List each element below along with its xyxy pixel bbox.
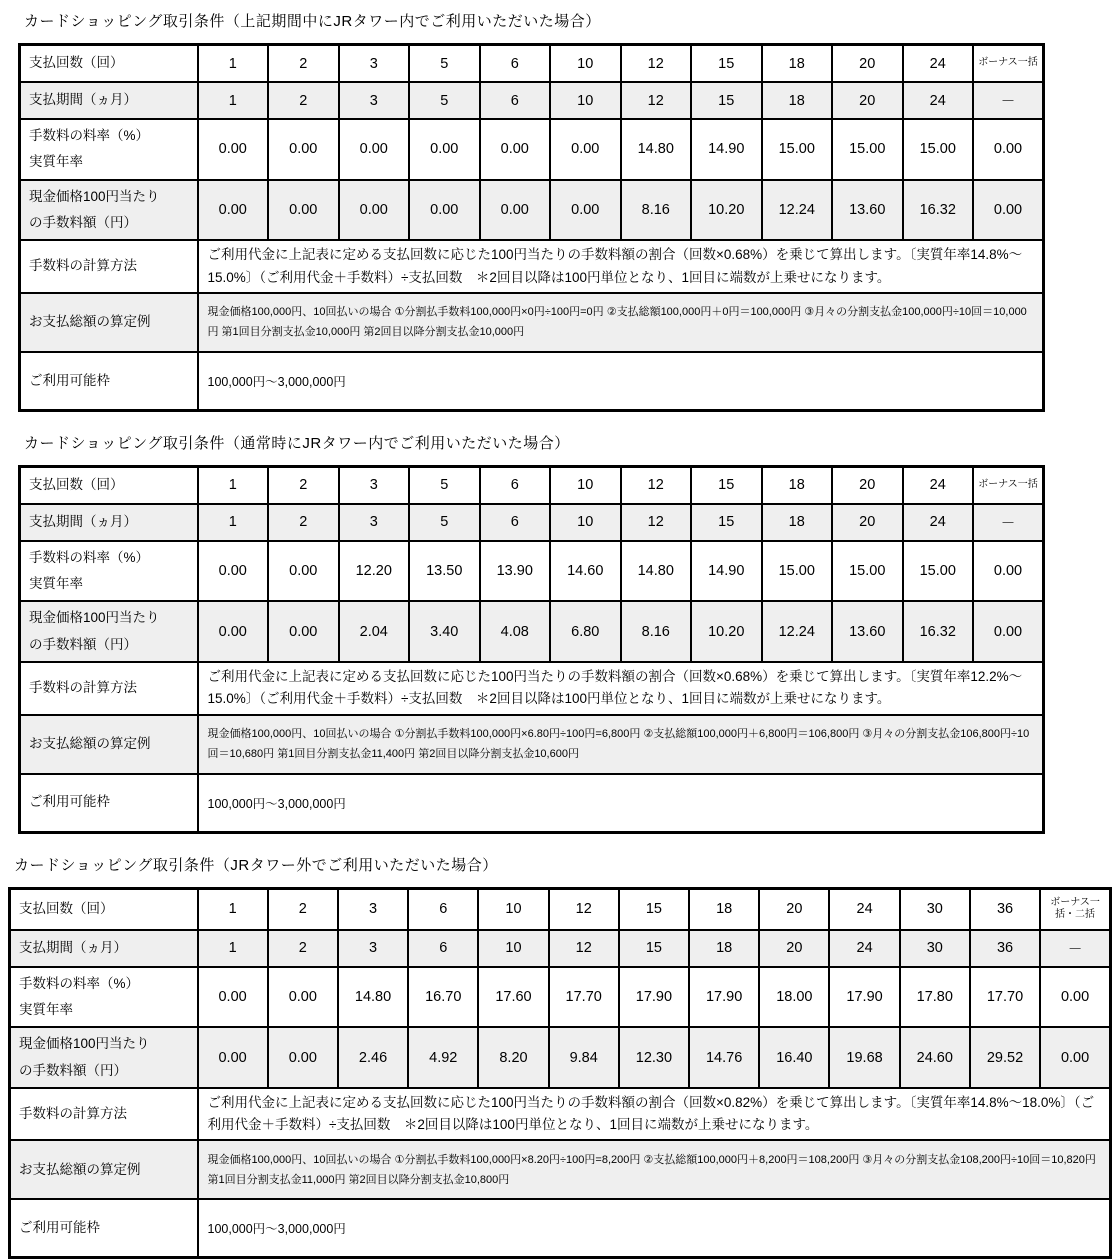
- value-cell: 17.80: [900, 967, 970, 1028]
- value-cell: 0.00: [1040, 967, 1110, 1028]
- value-cell: 0.00: [198, 601, 269, 662]
- row-label: [10, 888, 198, 930]
- value-cell: 0.00: [973, 541, 1044, 602]
- value-cell: 24: [903, 504, 974, 541]
- payment-example-row-text: 現金価格100,000円、10回払いの場合 ①分割払手数料100,000円×8.20円÷100円=8,200円 ②支払総額100,000円＋8,200円＝108,200円 ③月々の分割支払金108,200円÷10回＝10,820円 第1回目分割支払金11,000円 第2回目以降分割支払金10,800円: [198, 1140, 1111, 1199]
- value-cell: 0.00: [550, 180, 621, 241]
- value-cell: 2: [268, 930, 338, 967]
- payment-period-row: [20, 504, 1044, 541]
- row-label-line: 支払期間（ヵ月）: [29, 514, 137, 530]
- value-cell: 10.20: [691, 180, 762, 241]
- value-cell: 18: [762, 504, 833, 541]
- fee-rate-row: [20, 119, 1044, 180]
- value-cell: 0.00: [268, 1027, 338, 1088]
- value-cell: 15: [691, 82, 762, 119]
- row-label: [20, 601, 198, 662]
- value-cell: 17.70: [970, 967, 1040, 1028]
- table-section-jr-tower-campaign: [18, 10, 1120, 412]
- row-label: [20, 180, 198, 241]
- row-label: [20, 352, 198, 411]
- value-cell: 2: [268, 888, 338, 930]
- value-cell: 14.80: [621, 119, 692, 180]
- value-cell: 1: [198, 45, 269, 83]
- value-cell: 5: [409, 466, 480, 504]
- value-cell: 14.76: [689, 1027, 759, 1088]
- row-label-line: の手数料額（円）: [29, 214, 137, 230]
- row-label-line: 支払期間（ヵ月）: [29, 92, 137, 108]
- value-cell: 0.00: [480, 180, 551, 241]
- value-cell: 18.00: [759, 967, 829, 1028]
- payment-count-row: [10, 888, 1111, 930]
- payment-period-row: [10, 930, 1111, 967]
- value-cell: 6: [408, 930, 478, 967]
- value-cell: 18: [762, 82, 833, 119]
- value-cell: 14.90: [691, 119, 762, 180]
- payment-example-row: [20, 293, 1044, 352]
- value-cell: 20: [832, 466, 903, 504]
- row-label-line: 手数料の計算方法: [29, 680, 137, 696]
- value-cell: 18: [689, 888, 759, 930]
- value-cell: 14.80: [621, 541, 692, 602]
- row-label-line: 実質年率: [29, 576, 83, 592]
- value-cell: 12: [621, 466, 692, 504]
- row-label: [10, 1199, 198, 1258]
- row-label: [20, 82, 198, 119]
- value-cell: 15.00: [903, 119, 974, 180]
- value-cell: 0.00: [409, 180, 480, 241]
- value-cell: 1: [198, 888, 268, 930]
- value-cell: 15.00: [832, 119, 903, 180]
- value-cell: 24: [903, 45, 974, 83]
- value-cell: 12: [621, 504, 692, 541]
- value-cell: 12: [549, 888, 619, 930]
- value-cell: 14.60: [550, 541, 621, 602]
- conditions-table: [18, 465, 1045, 834]
- value-cell: 1: [198, 504, 269, 541]
- value-cell: 15.00: [762, 541, 833, 602]
- value-cell: 0.00: [973, 601, 1044, 662]
- value-cell: 0.00: [268, 119, 339, 180]
- value-cell: 10: [478, 888, 548, 930]
- value-cell: 0.00: [198, 180, 269, 241]
- value-cell: 24: [829, 888, 899, 930]
- fee-amount-row: [20, 601, 1044, 662]
- value-cell: 1: [198, 466, 269, 504]
- row-label-line: 実質年率: [19, 1001, 73, 1017]
- row-label-line: 手数料の計算方法: [19, 1105, 127, 1121]
- value-cell: 30: [900, 888, 970, 930]
- payment-count-row: [20, 45, 1044, 83]
- credit-limit-row-text: 100,000円～3,000,000円: [198, 774, 1044, 833]
- conditions-table: [8, 887, 1112, 1259]
- value-cell: 29.52: [970, 1027, 1040, 1088]
- value-cell: 12.24: [762, 180, 833, 241]
- row-label-line: ご利用可能枠: [29, 372, 110, 388]
- value-cell: 12: [621, 82, 692, 119]
- value-cell: 12.24: [762, 601, 833, 662]
- value-cell: 17.90: [619, 967, 689, 1028]
- value-cell: 12.30: [619, 1027, 689, 1088]
- value-cell: 2: [268, 82, 339, 119]
- row-label: [10, 930, 198, 967]
- value-cell: 0.00: [973, 180, 1044, 241]
- value-cell: 0.00: [198, 1027, 268, 1088]
- value-cell: 30: [900, 930, 970, 967]
- value-cell: 0.00: [339, 119, 410, 180]
- value-cell: 8.16: [621, 180, 692, 241]
- value-cell: 16.70: [408, 967, 478, 1028]
- payment-count-row: [20, 466, 1044, 504]
- value-cell: 24: [903, 466, 974, 504]
- row-label: [10, 967, 198, 1028]
- fee-amount-row: [20, 180, 1044, 241]
- value-cell: 13.90: [480, 541, 551, 602]
- value-cell: 18: [762, 45, 833, 83]
- value-cell: 5: [409, 82, 480, 119]
- calc-method-row-text: ご利用代金に上記表に定める支払回数に応じた100円当たりの手数料額の割合（回数×0.68%）を乗じて算出します。〔実質年率14.8%～15.0%〕（ご利用代金＋手数料）÷支払回数 ＊2回目以降は100円単位となり、1回目に端数が上乗せになります。: [198, 240, 1044, 293]
- value-cell: －: [973, 82, 1044, 119]
- value-cell: 3.40: [409, 601, 480, 662]
- row-label-line: 実質年率: [29, 154, 83, 170]
- value-cell: 3: [339, 82, 410, 119]
- payment-example-row: [20, 715, 1044, 774]
- row-label-line: 支払回数（回）: [29, 477, 124, 493]
- value-cell: 0.00: [198, 119, 269, 180]
- value-cell: ボーナス一括: [973, 466, 1044, 504]
- value-cell: 15: [691, 466, 762, 504]
- value-cell: 16.32: [903, 601, 974, 662]
- value-cell: 19.68: [829, 1027, 899, 1088]
- row-label-line: 手数料の料率（%）: [29, 128, 150, 143]
- value-cell: 10: [550, 504, 621, 541]
- payment-example-row-text: 現金価格100,000円、10回払いの場合 ①分割払手数料100,000円×6.80円÷100円=6,800円 ②支払総額100,000円＋6,800円＝106,800円 ③月々の分割支払金106,800円÷10回＝10,680円 第1回目分割支払金11,400円 第2回目以降分割支払金10,600円: [198, 715, 1044, 774]
- value-cell: 36: [970, 888, 1040, 930]
- row-label: [10, 1027, 198, 1088]
- value-cell: 3: [339, 466, 410, 504]
- value-cell: 12: [621, 45, 692, 83]
- row-label: [20, 466, 198, 504]
- row-label-line: 手数料の計算方法: [29, 258, 137, 274]
- value-cell: 24: [829, 930, 899, 967]
- value-cell: 13.60: [832, 601, 903, 662]
- row-label: [20, 715, 198, 774]
- value-cell: 10: [478, 930, 548, 967]
- value-cell: 10: [550, 82, 621, 119]
- value-cell: 0.00: [268, 967, 338, 1028]
- value-cell: 17.70: [549, 967, 619, 1028]
- value-cell: 1: [198, 930, 268, 967]
- value-cell: 20: [832, 45, 903, 83]
- value-cell: 20: [759, 930, 829, 967]
- row-label-line: の手数料額（円）: [19, 1062, 127, 1078]
- payment-example-row-text: 現金価格100,000円、10回払いの場合 ①分割払手数料100,000円×0円÷100円=0円 ②支払総額100,000円＋0円＝100,000円 ③月々の分割支払金100,000円÷10回＝10,000円 第1回目分割支払金10,000円 第2回目以降分割支払金10,000円: [198, 293, 1044, 352]
- fee-rate-row: [20, 541, 1044, 602]
- row-label-line: 支払回数（回）: [19, 900, 114, 916]
- value-cell: 10: [550, 466, 621, 504]
- value-cell: ボーナス一括・二括: [1040, 888, 1110, 930]
- value-cell: 6.80: [550, 601, 621, 662]
- payment-example-row: [10, 1140, 1111, 1199]
- row-label-line: 支払回数（回）: [29, 55, 124, 71]
- value-cell: 6: [480, 82, 551, 119]
- conditions-table: [18, 43, 1045, 412]
- table-title: カードショッピング取引条件（通常時にJRタワー内でご利用いただいた場合）: [24, 434, 570, 452]
- value-cell: 18: [762, 466, 833, 504]
- value-cell: 0.00: [268, 180, 339, 241]
- fee-rate-row: [10, 967, 1111, 1028]
- value-cell: 2: [268, 45, 339, 83]
- calc-method-row-text: ご利用代金に上記表に定める支払回数に応じた100円当たりの手数料額の割合（回数×0.82%）を乗じて算出します。〔実質年率14.8%～18.0%〕（ご利用代金＋手数料）÷支払回数 ＊2回目以降は100円単位となり、1回目に端数が上乗せになります。: [198, 1088, 1111, 1141]
- value-cell: 5: [409, 504, 480, 541]
- value-cell: 12.20: [339, 541, 410, 602]
- table-section-outside-jr-tower: [8, 854, 1120, 1259]
- value-cell: 15.00: [832, 541, 903, 602]
- value-cell: 20: [832, 504, 903, 541]
- value-cell: 15: [619, 888, 689, 930]
- value-cell: 15: [691, 504, 762, 541]
- value-cell: 24.60: [900, 1027, 970, 1088]
- value-cell: 17.60: [478, 967, 548, 1028]
- value-cell: 18: [689, 930, 759, 967]
- table-title: カードショッピング取引条件（JRタワー外でご利用いただいた場合）: [14, 856, 498, 874]
- credit-limit-row-text: 100,000円～3,000,000円: [198, 352, 1044, 411]
- value-cell: 13.50: [409, 541, 480, 602]
- value-cell: 2: [268, 466, 339, 504]
- value-cell: 4.92: [408, 1027, 478, 1088]
- value-cell: 9.84: [549, 1027, 619, 1088]
- value-cell: 16.32: [903, 180, 974, 241]
- calc-method-row: [20, 662, 1044, 715]
- calc-method-row: [10, 1088, 1111, 1141]
- value-cell: 36: [970, 930, 1040, 967]
- value-cell: 4.08: [480, 601, 551, 662]
- value-cell: 24: [903, 82, 974, 119]
- row-label-line: ご利用可能枠: [29, 794, 110, 810]
- credit-limit-row: [10, 1199, 1111, 1258]
- value-cell: 15.00: [903, 541, 974, 602]
- value-cell: 10.20: [691, 601, 762, 662]
- value-cell: 6: [480, 504, 551, 541]
- value-cell: 20: [832, 82, 903, 119]
- value-cell: 6: [480, 45, 551, 83]
- value-cell: 0.00: [550, 119, 621, 180]
- value-cell: 0.00: [480, 119, 551, 180]
- table-title: カードショッピング取引条件（上記期間中にJRタワー内でご利用いただいた場合）: [24, 13, 601, 30]
- value-cell: 0.00: [268, 601, 339, 662]
- credit-limit-row: [20, 774, 1044, 833]
- value-cell: 17.90: [829, 967, 899, 1028]
- row-label-line: お支払総額の算定例: [29, 314, 151, 330]
- table-section-jr-tower-normal: [18, 432, 1120, 834]
- value-cell: 5: [409, 45, 480, 83]
- calc-method-row: [20, 240, 1044, 293]
- row-label: [20, 504, 198, 541]
- row-label-line: 現金価格100円当たり: [29, 188, 160, 204]
- row-label: [20, 240, 198, 293]
- calc-method-row-text: ご利用代金に上記表に定める支払回数に応じた100円当たりの手数料額の割合（回数×0.68%）を乗じて算出します。〔実質年率12.2%～15.0%〕（ご利用代金＋手数料）÷支払回数 ＊2回目以降は100円単位となり、1回目に端数が上乗せになります。: [198, 662, 1044, 715]
- value-cell: 14.90: [691, 541, 762, 602]
- value-cell: 0.00: [973, 119, 1044, 180]
- value-cell: 2.46: [338, 1027, 408, 1088]
- value-cell: 12: [549, 930, 619, 967]
- value-cell: 0.00: [198, 541, 269, 602]
- row-label-line: お支払総額の算定例: [19, 1161, 141, 1177]
- value-cell: 14.80: [338, 967, 408, 1028]
- row-label: [20, 774, 198, 833]
- row-label: [20, 541, 198, 602]
- credit-limit-row-text: 100,000円～3,000,000円: [198, 1199, 1111, 1258]
- value-cell: －: [973, 504, 1044, 541]
- value-cell: 15: [619, 930, 689, 967]
- value-cell: 1: [198, 82, 269, 119]
- value-cell: 8.16: [621, 601, 692, 662]
- row-label: [10, 1140, 198, 1199]
- row-label-line: 現金価格100円当たり: [29, 610, 160, 626]
- payment-period-row: [20, 82, 1044, 119]
- value-cell: 17.90: [689, 967, 759, 1028]
- value-cell: 10: [550, 45, 621, 83]
- value-cell: 2: [268, 504, 339, 541]
- credit-limit-row: [20, 352, 1044, 411]
- row-label-line: 手数料の料率（%）: [19, 975, 140, 991]
- value-cell: －: [1040, 930, 1110, 967]
- value-cell: 0.00: [409, 119, 480, 180]
- row-label-line: 手数料の料率（%）: [29, 549, 150, 565]
- fee-amount-row: [10, 1027, 1111, 1088]
- row-label: [20, 119, 198, 180]
- value-cell: 20: [759, 888, 829, 930]
- value-cell: 0.00: [268, 541, 339, 602]
- value-cell: 0.00: [198, 967, 268, 1028]
- row-label: [20, 293, 198, 352]
- value-cell: 8.20: [478, 1027, 548, 1088]
- row-label: [20, 662, 198, 715]
- value-cell: 3: [339, 45, 410, 83]
- row-label: [10, 1088, 198, 1141]
- value-cell: 3: [338, 888, 408, 930]
- value-cell: 0.00: [339, 180, 410, 241]
- row-label: [20, 45, 198, 83]
- value-cell: 15: [691, 45, 762, 83]
- value-cell: 0.00: [1040, 1027, 1110, 1088]
- row-label-line: 支払期間（ヵ月）: [19, 939, 127, 955]
- value-cell: 6: [480, 466, 551, 504]
- row-label-line: ご利用可能枠: [19, 1220, 100, 1236]
- value-cell: 15.00: [762, 119, 833, 180]
- row-label-line: お支払総額の算定例: [29, 735, 151, 751]
- value-cell: 3: [339, 504, 410, 541]
- value-cell: ボーナス一括: [973, 45, 1044, 83]
- value-cell: 16.40: [759, 1027, 829, 1088]
- row-label-line: の手数料額（円）: [29, 636, 137, 652]
- value-cell: 2.04: [339, 601, 410, 662]
- value-cell: 3: [338, 930, 408, 967]
- value-cell: 13.60: [832, 180, 903, 241]
- value-cell: 6: [408, 888, 478, 930]
- row-label-line: 現金価格100円当たり: [19, 1036, 150, 1052]
